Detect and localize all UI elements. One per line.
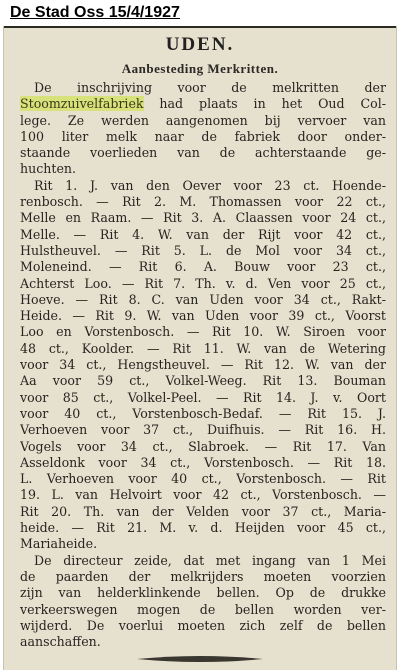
highlighted-word: Stoomzuivelfabriek [20, 96, 144, 112]
article-line: Aa voor 59 ct., Volkel-Weeg. Rit 13. Bouman [20, 373, 386, 389]
article-line: huchten. [20, 161, 77, 177]
article-line: 19. L. van Helvoirt voor 42 ct., Vorstenbosch. — [20, 487, 386, 503]
article-line: Mariaheide. [20, 536, 98, 552]
newspaper-clipping [3, 26, 397, 670]
article-line: De inschrijving voor de melkritten der [34, 80, 386, 95]
article-line: verkeerswegen mogen de bellen worden ver- [20, 601, 386, 617]
article-line: heide. — Rit 21. M. v. d. Heijden voor 45 ct., [20, 520, 386, 536]
footer-ornament [4, 654, 396, 664]
article-line: Stoomzuivelfabriek had plaats in het Oud Col- [20, 96, 386, 112]
article-line: Melle. — Rit 4. W. van der Rijt voor 42 ct., [20, 226, 386, 242]
article-line: 100 liter melk naar de fabriek door onder- [20, 128, 386, 144]
article-line: Hulstheuvel. — Rit 5. L. de Mol voor 34 ct., [20, 242, 386, 258]
article-line: L. Verhoeven voor 40 ct., Vorstenbosch. — Rit [20, 471, 386, 487]
article-subheading: Aanbesteding Merkritten. [121, 61, 279, 76]
article-line: wijderd. De voerlui moeten zich zelf de bellen [20, 617, 386, 633]
article-line: Verhoeven voor 37 ct., Duifhuis. — Rit 16. H. [20, 422, 386, 438]
article-line: voor 34 ct., Hengstheuvel. — Rit 12. W. van der [20, 357, 386, 373]
article-line: 48 ct., Koolder. — Rit 11. W. van de Wetering [20, 340, 386, 356]
ornament-rule-icon [135, 654, 265, 664]
article-body [20, 80, 386, 650]
article-line: Asseldonk voor 34 ct., Vorstenbosch. — Rit 18. [20, 454, 386, 470]
top-rule [4, 26, 396, 28]
article-line: Melle en Raam. — Rit 3. A. Claassen voor 24 ct., [20, 210, 386, 226]
article-line: de paarden der melkrijders moeten voorzien [20, 568, 386, 584]
article-line: aanschaffen. [20, 634, 101, 650]
article-line: Moleneind. — Rit 6. A. Bouw voor 23 ct., [20, 259, 386, 275]
article-line: zijn van helderklinkende bellen. Op de drukke [20, 585, 386, 601]
article-line: Vogels voor 34 ct., Slabroek. — Rit 17. Van [20, 438, 386, 454]
article-line: Loo en Vorstenbosch. — Rit 10. W. Siroen voor [20, 324, 386, 340]
article-line: staande voerlieden van de achterstaande ge- [20, 145, 386, 161]
clipping-source-caption: De Stad Oss 15/4/1927 [10, 4, 180, 21]
article-line: renbosch. — Rit 2. M. Thomassen voor 22 ct., [20, 194, 386, 210]
article-line: Hoeve. — Rit 8. C. van Uden voor 34 ct., Rakt- [20, 291, 386, 307]
article-line: Rit 20. Th. van der Velden voor 37 ct., Maria- [20, 503, 386, 519]
article-heading: UDEN. [165, 34, 235, 55]
article-line: Rit 1. J. van den Oever voor 23 ct. Hoende- [34, 177, 386, 193]
article-line: Heide. — Rit 9. W. van Uden voor 39 ct., Voorst [20, 308, 386, 324]
article-line: De directeur zeide, dat met ingang van 1 Mei [34, 552, 386, 568]
article-line: Achterst Loo. — Rit 7. Th. v. d. Ven voor 25 ct., [20, 275, 386, 291]
article-line: voor 85 ct., Volkel-Peel. — Rit 14. J. v. Oort [20, 389, 386, 405]
article-line: voor 40 ct., Vorstenbosch-Bedaf. — Rit 15. J. [20, 405, 386, 421]
article-line: lege. Ze werden aangenomen bij vervoer van [20, 112, 386, 128]
